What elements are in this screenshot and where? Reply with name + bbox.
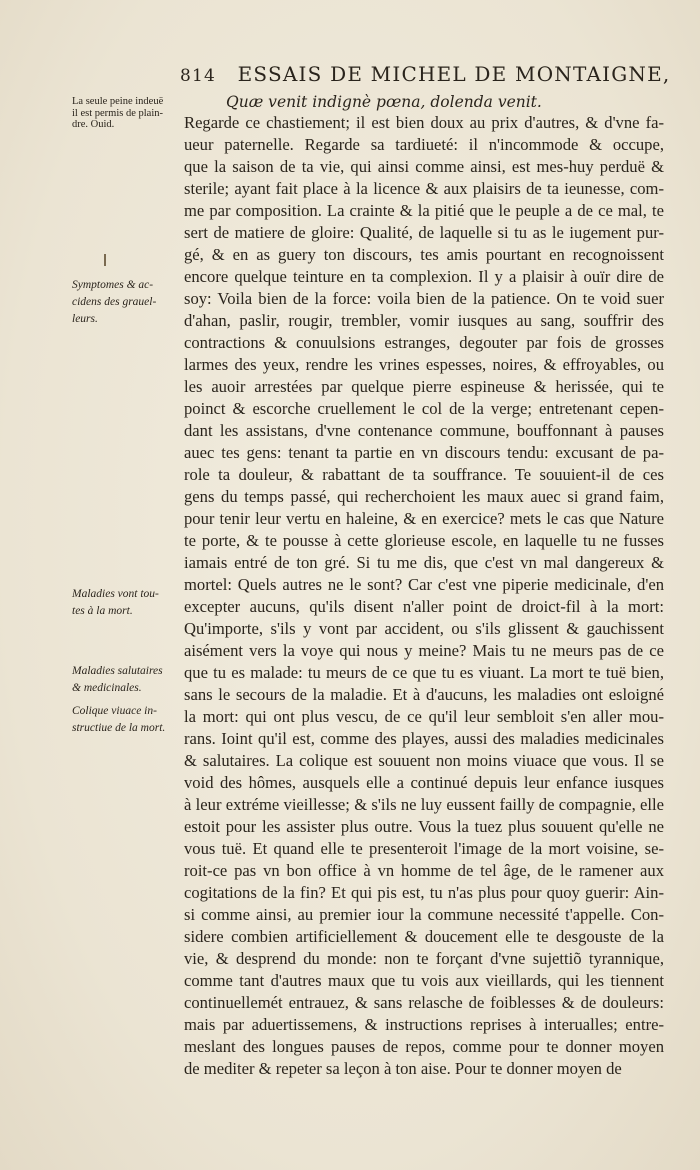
- text-line: larmes des yeux, rendre les vrines espesses, noires, & effroyables, ou: [184, 355, 664, 374]
- text-line: si comme ainsi, au premier iour la commune necessité t'appelle. Con-: [184, 905, 664, 924]
- text-line: me par composition. La crainte & la pitié que le peuple a de ce mal, te: [184, 201, 664, 220]
- margin-note-line: tes à la mort.: [72, 605, 133, 617]
- text-line: mais par aduertissemens, & instructions reprises à interualles; entre-: [184, 1015, 664, 1034]
- text-line: roit-ce pas vn bon office à vn homme de tel âge, de le ramener aux: [184, 861, 664, 880]
- margin-note-line: cidens des grauel-: [72, 296, 157, 308]
- text-line: iamais entré de ton gré. Si tu me dis, que c'est vn mal dangereux &: [184, 553, 664, 572]
- running-header: [180, 62, 680, 86]
- text-line: dant les assistans, d'vne contenance commune, bouffonnant à pauses: [184, 421, 664, 440]
- text-line: void des hômes, ausquels elle a continué depuis leur enfance iusques: [184, 773, 664, 792]
- text-line: sterile; ayant fait place à la licence & aux plaisirs de ta ieunesse, com-: [184, 179, 664, 198]
- text-line: les auoir arrestées par quelque pierre espineuse & herissée, qui te: [184, 377, 664, 396]
- margin-note-line: dre. Ouid.: [72, 119, 115, 130]
- text-line: contractions & conuulsions estranges, degouter par fois de grosses: [184, 333, 664, 352]
- margin-mark: [104, 254, 106, 266]
- text-line: la mort: qui ont plus vescu, de ce qu'il leur sembloit s'en aller mou-: [184, 707, 664, 726]
- text-line: sans le secours de la maladie. Et à d'aucuns, les maladies ont esloigné: [184, 685, 664, 704]
- margin-note-maladies-mort: [72, 586, 180, 620]
- text-line: gens du temps passé, qui recherchoient les maux auec si grand faim,: [184, 487, 664, 506]
- text-line: continuellemét entrauez, & sans relasche de foiblesses & de douleurs:: [184, 993, 664, 1012]
- margin-note-colique: [72, 703, 180, 737]
- margin-note-line: structiue de la mort.: [72, 722, 166, 734]
- text-line: Qu'importe, s'ils y vont par accident, ou s'ils glissent & gauchissent: [184, 619, 664, 638]
- text-line: meslant des longues pauses de repos, comme pour te donner moyen: [184, 1037, 664, 1056]
- page-number: 814: [180, 66, 217, 86]
- text-line: estoit pour les assister plus outre. Vous la tuez plus souuent qu'elle ne: [184, 817, 664, 836]
- text-line: sidere combien artificiellement & doucement elle te desgouste de la: [184, 927, 664, 946]
- text-line: ueur paternelle. Regarde sa tardiueté: il n'incommode & occupe,: [184, 135, 664, 154]
- text-line: de mediter & repeter sa leçon à ton aise. Pour te donner moyen de: [184, 1059, 622, 1078]
- text-line: pour tenir leur vertu en haleine, & en exercice? mets le cas que Nature: [184, 509, 664, 528]
- text-line: & salutaires. La colique est souuent non moins viuace que vous. Il se: [184, 751, 664, 770]
- text-line: Regarde ce chastiement; il est bien doux au prix d'autres, & d'vne fa-: [184, 113, 664, 132]
- text-line: encore quelque teinture en ta complexion. Il y a plaisir à ouïr dire de: [184, 267, 664, 286]
- latin-quote: Quæ venit indignè pœna, dolenda venit.: [226, 93, 542, 111]
- text-line: auec tes gens: tenant ta partie en vn discours tendu: excusant de pa-: [184, 443, 664, 462]
- text-line: gé, & en as guery ton discours, tes amis pourtant en recognoissent: [184, 245, 664, 264]
- margin-note-line: il est permis de plain-: [72, 107, 163, 119]
- text-line: à leur extréme vieillesse; & s'ils ne luy eussent failly de compagnie, elle: [184, 795, 664, 814]
- text-line: rans. Ioint qu'il est, comme des playes, aussi des maladies medicinales: [184, 729, 664, 748]
- text-line: comme tant d'autres maux que tu vois aux vieillards, qui les tiennent: [184, 971, 664, 990]
- margin-note-line: Colique viuace in-: [72, 705, 157, 717]
- margin-note-maladies-salutaires: [72, 663, 180, 697]
- margin-note-ovid: [72, 96, 180, 131]
- text-line: sert de matiere de gloire: Qualité, de laquelle si tu as le iugement pur-: [184, 223, 664, 242]
- text-line: d'ahan, paslir, rougir, trembler, vomir iusques au sang, souffrir des: [184, 311, 664, 330]
- text-line: aisément vers la voye qui nous y meine? Mais tu ne meurs pas de ce: [184, 641, 664, 660]
- margin-note-line: Maladies vont tou-: [72, 588, 159, 600]
- margin-note-line: Maladies salutaires: [72, 665, 163, 677]
- text-line: vous tuë. Et quand elle te presenteroit l'image de la mort voisine, se-: [184, 839, 664, 858]
- running-title: ESSAIS DE MICHEL DE MONTAIGNE,: [237, 62, 671, 86]
- text-line: soy: Voila bien de la force: voila bien de la patience. On te void suer: [184, 289, 664, 308]
- text-line: mortel: Quels autres ne le sont? Car c'est vne piperie medicinale, d'en: [184, 575, 664, 594]
- text-line: te porte, & te pousse à cette glorieuse escole, en laquelle tu ne fusses: [184, 531, 664, 550]
- text-line: excepter aucuns, qu'ils disent n'aller point de droict-fil à la mort:: [184, 597, 664, 616]
- text-line: role ta douleur, & rabattant de ta souffrance. Te souuient-il de ces: [184, 465, 664, 484]
- margin-note-line: & medicinales.: [72, 682, 142, 694]
- text-line: poinct & escorche cruellement le col de la verge; entretenant cepen-: [184, 399, 664, 418]
- margin-note-symptomes: [72, 277, 180, 328]
- margin-note-line: La seule peine indeuë: [72, 96, 164, 107]
- text-line: vie, & desprend du monde: non te forçant d'vne sujettiõ tyrannique,: [184, 949, 664, 968]
- margin-note-line: Symptomes & ac-: [72, 279, 154, 291]
- text-line: que tu es malade: tu meurs de ce que tu es viuant. La mort te tuë bien,: [184, 663, 664, 682]
- text-line: cogitations de la fin? Et qui pis est, tu n'as plus pour quoy guerir: Ain-: [184, 883, 664, 902]
- text-line: que la saison de ta vie, qui ainsi comme ainsi, est mes-huy perduë &: [184, 157, 664, 176]
- margin-note-line: leurs.: [72, 313, 98, 325]
- body-text: [184, 112, 664, 1080]
